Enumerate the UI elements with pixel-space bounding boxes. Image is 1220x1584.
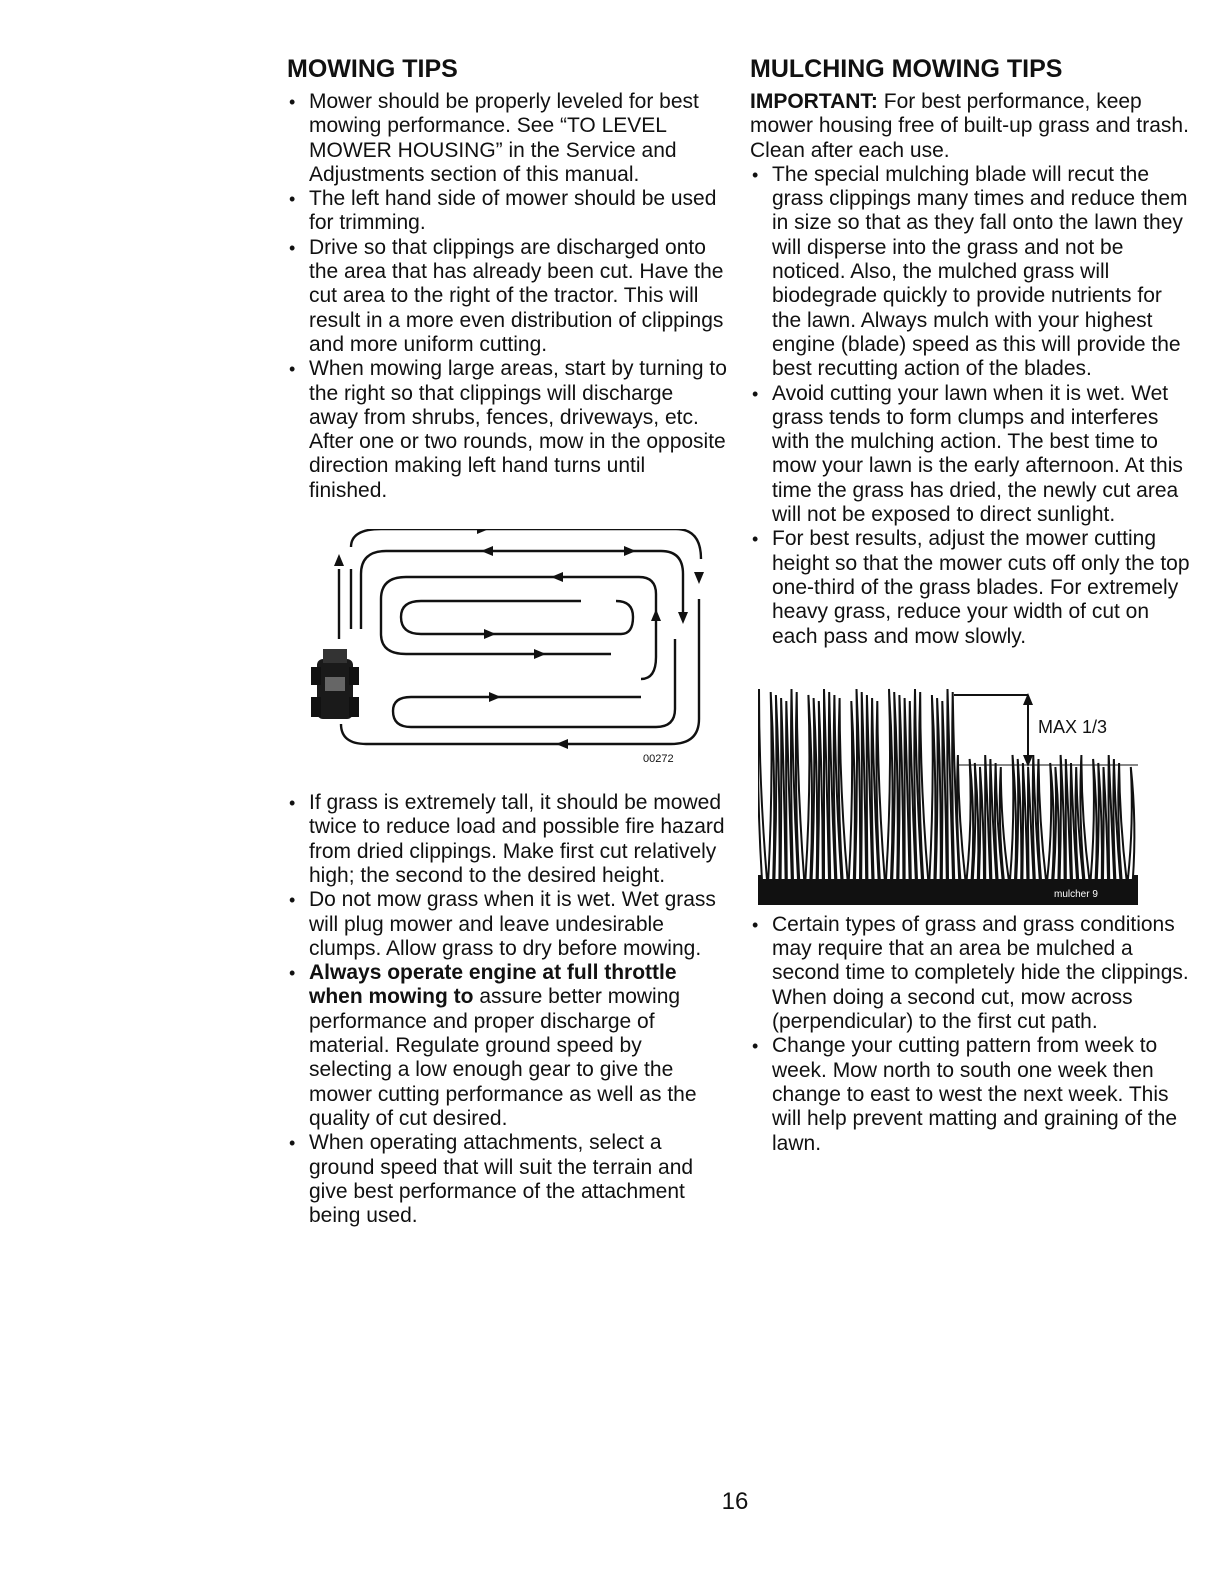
important-note bbox=[750, 90, 1190, 163]
mowing-tips-list-bottom bbox=[287, 791, 727, 1228]
third-loop bbox=[381, 577, 656, 679]
figure-code: mulcher 9 bbox=[1054, 888, 1098, 900]
list-item: • Drive so that clippings are discharged onto the area that has already been cut. Have the cut area to the right of the tractor. This will result in a more even distribution of clippings and more uniform cutting. bbox=[287, 236, 727, 357]
mulching-tips-section bbox=[750, 52, 1190, 1156]
arrow-down-icon bbox=[678, 612, 688, 624]
list-item: • When mowing large areas, start by turning to the right so that clippings will discharge away from shrubs, fences, driveways, etc. After one or two rounds, mow in the opposite direction making left hand turns until finished. bbox=[287, 357, 727, 503]
list-item: • Change your cutting pattern from week to week. Mow north to south one week then change to east to west the next week. This will help prevent matting and graining of the lawn. bbox=[750, 1034, 1190, 1155]
mulching-tips-list-top bbox=[750, 163, 1190, 649]
arrow-left-icon bbox=[556, 739, 568, 749]
arrow-left-icon bbox=[624, 546, 636, 556]
list-item: • Certain types of grass and grass conditions may require that an area be mulched a second time to completely hide the clippings. When doing a second cut, mow across (perpendicular) to the first cut path. bbox=[750, 913, 1190, 1034]
arrow-up-icon bbox=[651, 609, 661, 621]
list-item: • Mower should be properly leveled for best mowing performance. See “TO LEVEL MOWER HOUSING” in the Service and Adjustments section of this manual. bbox=[287, 90, 727, 187]
list-item: • When operating attachments, select a ground speed that will suit the terrain and give best performance of the attachment being used. bbox=[287, 1131, 727, 1228]
mowing-tips-section bbox=[287, 52, 727, 1228]
inner-loop bbox=[401, 601, 633, 634]
list-item: • Avoid cutting your lawn when it is wet. Wet grass tends to form clumps and interferes with the mulching action. The best time to mow your lawn is the early afternoon. At this time the grass has dried, the newly cut area will not be exposed to direct sunlight. bbox=[750, 382, 1190, 528]
arrow-left-icon bbox=[551, 572, 563, 582]
throttle-bold-text: Always operate engine at full throttle when mowing to bbox=[309, 961, 677, 1009]
outer-path-top bbox=[351, 529, 701, 559]
mowing-tips-list-top bbox=[287, 90, 727, 503]
important-label: IMPORTANT: bbox=[750, 90, 878, 113]
mulching-tips-list-bottom bbox=[750, 913, 1190, 1156]
arrow-right-icon bbox=[484, 629, 496, 639]
important-text: For best performance, keep mower housing free of built-up grass and trash. Clean after each use. bbox=[750, 90, 1189, 162]
mowing-pattern-figure bbox=[311, 529, 711, 769]
mowing-pattern-diagram bbox=[311, 529, 711, 769]
list-item: • If grass is extremely tall, it should be mowed twice to reduce load and possible fire hazard from dried clippings. Make first cut relatively high; the second to the desired height. bbox=[287, 791, 727, 888]
list-item: • The special mulching blade will recut the grass clippings many times and reduce them in size so that as they fall onto the lawn they will disperse into the grass and not be noticed. Also, the mulched grass will biodegrade quickly to provide nutrients for the lawn. Always mulch with your highest engine (blade) speed as this will provide the best recutting action of the blades. bbox=[750, 163, 1190, 382]
arrow-down-icon bbox=[694, 572, 704, 584]
arrow-right-icon bbox=[489, 692, 501, 702]
page-number: 16 bbox=[721, 1488, 749, 1515]
second-loop-top bbox=[361, 551, 683, 629]
max-height-label: MAX 1/3 bbox=[1038, 716, 1108, 737]
arrow-right-icon bbox=[534, 649, 546, 659]
list-item: • For best results, adjust the mower cutting height so that the mower cuts off only the top one-third of the grass blades. For extremely heavy grass, reduce your width of cut on each pass and mow slowly. bbox=[750, 527, 1190, 648]
tractor-icon bbox=[311, 649, 359, 719]
mulching-tips-heading: MULCHING MOWING TIPS bbox=[750, 55, 1063, 83]
arrow-up-icon bbox=[334, 554, 344, 566]
grass-height-figure bbox=[758, 685, 1138, 905]
outer-path-bottom bbox=[341, 599, 699, 744]
list-item bbox=[287, 961, 727, 1131]
throttle-text: assure better mowing performance and proper discharge of material. Regulate ground speed by selecting a low enough gear to give the mower cutting performance as well as the quality of cut desired. bbox=[309, 985, 697, 1130]
list-item: • The left hand side of mower should be used for trimming. bbox=[287, 187, 727, 236]
list-item: • Do not mow grass when it is wet. Wet grass will plug mower and leave undesirable clumps. Allow grass to dry before mowing. bbox=[287, 888, 727, 961]
arrow-left-icon bbox=[481, 546, 493, 556]
figure-code: 00272 bbox=[643, 753, 674, 766]
mowing-tips-heading: MOWING TIPS bbox=[287, 55, 458, 83]
